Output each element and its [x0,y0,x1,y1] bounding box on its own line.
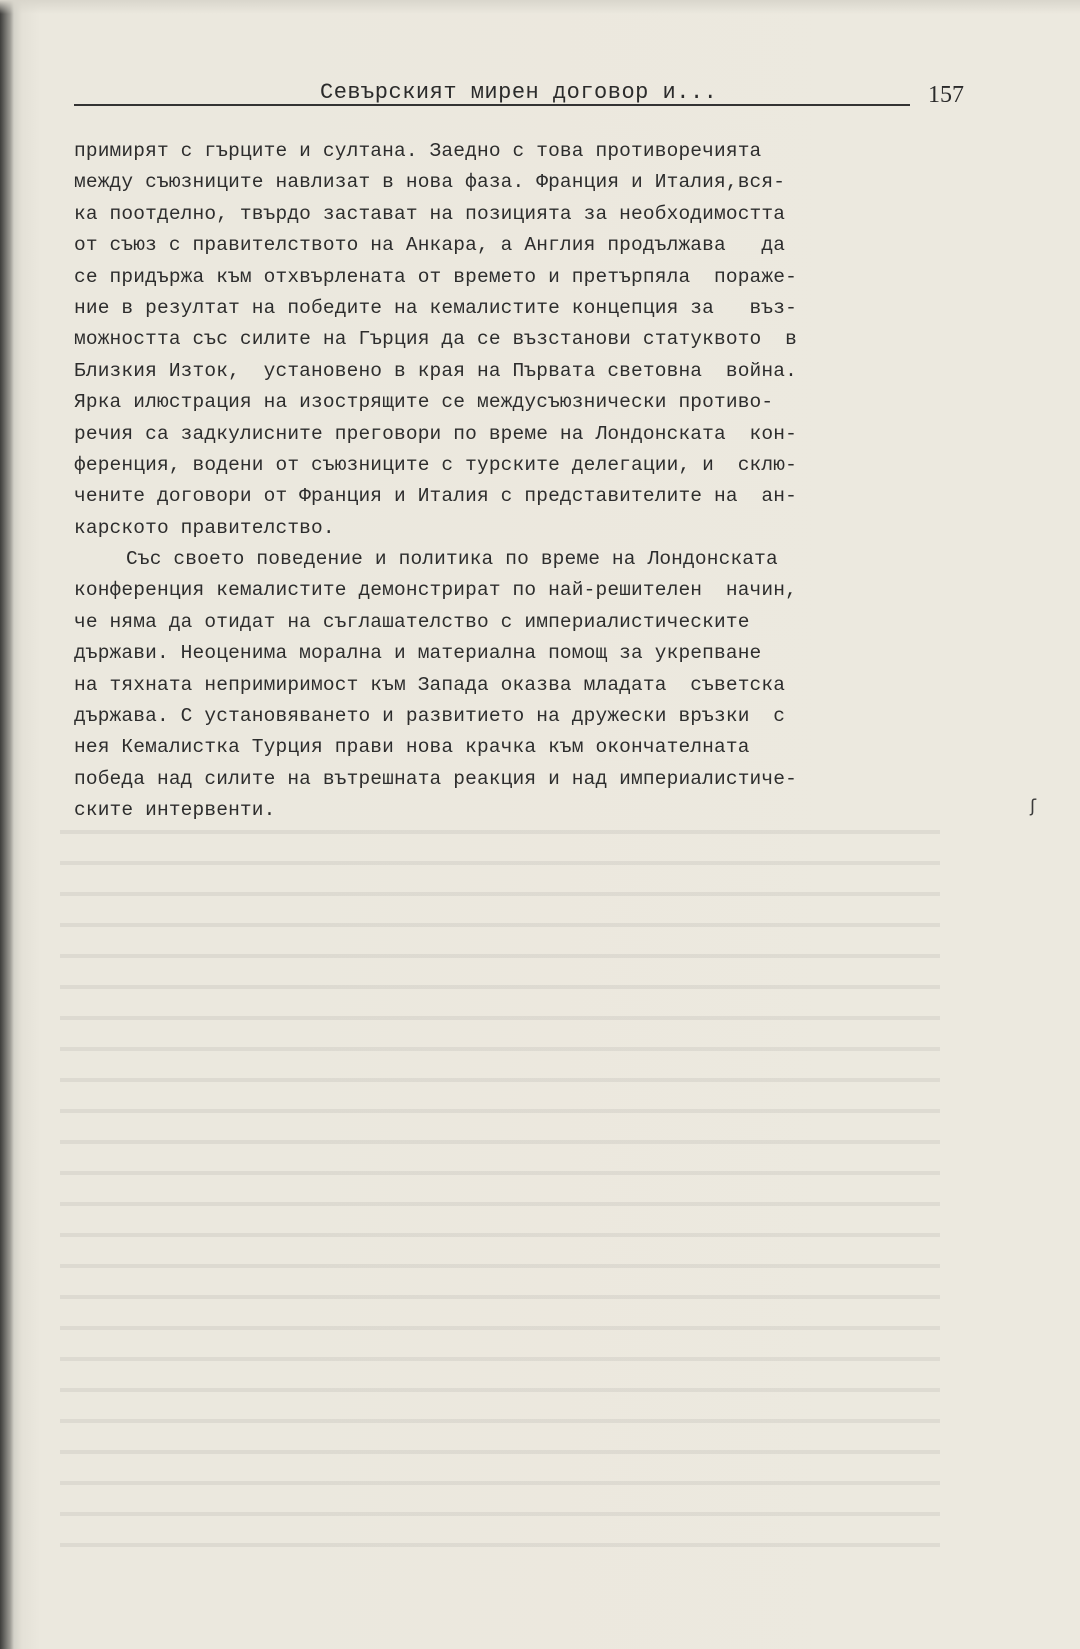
text-line: ка поотделно, твърдо застават на позицията за необходимостта [74,202,786,225]
text-line: ние в резултат на победите на кемалистите концепция за въз- [74,296,797,319]
text-line: победа над силите на вътрешната реакция и над империалистиче- [74,767,797,790]
text-line: че няма да отидат на съглашателство с империалистическите [74,610,750,633]
body-text [74,136,974,827]
text-line: нея Кемалистка Турция прави нова крачка към окончателната [74,736,750,759]
text-line: държави. Неоценима морална и материална помощ за укрепване [74,642,762,665]
text-line: на тяхната непримиримост към Запада оказва младата съветска [74,673,786,696]
text-line: чените договори от Франция и Италия с представителите на ан- [74,485,797,508]
page-number: 157 [928,82,964,108]
running-header-title: Севърският мирен договор и... [320,80,718,105]
text-line: можността със силите на Гърция да се възстанови статуквото в [74,328,797,351]
text-line: се придържа към отхвърлената от времето и претърпяла пораже- [74,265,797,288]
text-line: ските интервенти. [74,799,276,822]
text-line: конференция кемалистите демонстрират по най-решителен начин, [74,579,797,602]
text-line: ференция, водени от съюзниците с турските делегации, и склю- [74,453,797,476]
text-line: Ярка илюстрация на изострящите се междусъюзнически противо- [74,391,774,414]
text-line: речия са задкулисните преговори по време на Лондонската кон- [74,422,797,445]
header-rule [74,104,910,106]
running-header [74,74,964,108]
page-top-edge [0,0,1080,14]
text-line: Със своето поведение и политика по време на Лондонската [126,548,778,571]
binding-shadow [0,0,14,1649]
paragraph-1 [74,136,974,544]
text-line: между съюзниците навлизат в нова фаза. Франция и Италия,вся- [74,171,786,194]
paragraph-2 [74,544,974,827]
text-line: Близкия Изток, установено в края на Първата световна война. [74,359,797,382]
show-through-texture [60,810,940,1570]
text-line: примирят с гърците и султана. Заедно с това противоречията [74,140,762,162]
text-line: карското правителство. [74,516,335,539]
text-line: държава. С установяването и развитието на дружески връзки с [74,705,786,728]
margin-mark-icon: ʃ [1030,796,1037,817]
text-line: от съюз с правителството на Анкара, а Англия продължава да [74,234,786,257]
